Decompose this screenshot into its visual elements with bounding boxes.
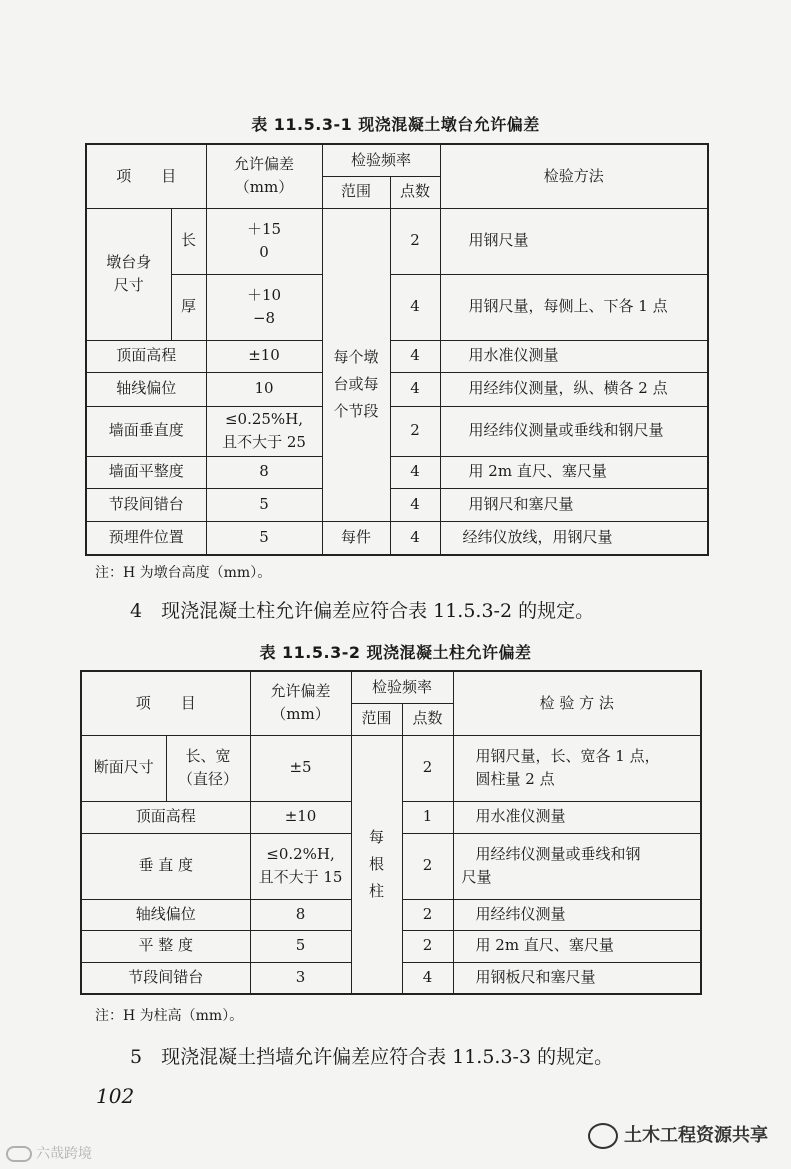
t1-header-tolerance [206, 144, 322, 208]
wechat-icon [588, 1123, 618, 1149]
t2-tol-line2: 且不大于 15 [258, 868, 343, 886]
t1-tolerance [206, 406, 322, 456]
t2-merged-range-char: 根 [369, 854, 385, 873]
t1-method: 用水准仪测量 [440, 340, 708, 372]
t2-header-range: 范围 [351, 703, 402, 735]
table-row [86, 340, 708, 372]
t1-item: 节段间错台 [86, 488, 206, 521]
t2-header-points: 点数 [402, 703, 453, 735]
t1-points: 4 [390, 488, 440, 521]
t2-method [453, 735, 701, 801]
t1-points: 2 [390, 208, 440, 274]
t2-method: 用水准仪测量 [453, 801, 701, 833]
watermark-left-text: 六哉跨境 [36, 1146, 92, 1162]
t1-method: 用钢尺和塞尺量 [440, 488, 708, 521]
t1-tolerance: 8 [206, 456, 322, 488]
t2-points: 2 [402, 735, 453, 801]
table1 [85, 143, 709, 556]
t1-method: 经纬仪放线，用钢尺量 [440, 521, 708, 555]
t1-group-label-line1: 墩台身 [106, 252, 152, 271]
t1-points: 4 [390, 372, 440, 406]
t1-tol-line2: −8 [252, 309, 276, 327]
table-row [86, 372, 708, 406]
t2-header-method: 检 验 方 法 [453, 671, 701, 735]
t1-header-tol-line2: （mm） [234, 178, 294, 197]
t2-header-tol-line2: （mm） [271, 705, 330, 724]
t2-sub-item [166, 735, 250, 801]
t2-header-item: 项 目 [81, 671, 250, 735]
t1-header-method: 检验方法 [440, 144, 708, 208]
t1-tol-line1: ＋15 [246, 219, 282, 238]
t1-tolerance [206, 274, 322, 340]
t2-points: 4 [402, 962, 453, 994]
t1-tolerance: 10 [206, 372, 322, 406]
t1-merged-range-line1: 每个墩 [333, 348, 379, 366]
t2-tolerance: ±5 [250, 735, 351, 801]
t1-sub-item: 长 [171, 208, 206, 274]
table-row [86, 208, 708, 274]
t1-tol-line1: ＋10 [246, 285, 282, 304]
t1-range: 每件 [322, 521, 390, 555]
t1-item: 轴线偏位 [86, 372, 206, 406]
t1-item: 预埋件位置 [86, 521, 206, 555]
t1-method: 用 2m 直尺、塞尺量 [440, 456, 708, 488]
t2-method-line1: 用钢尺量，长、宽各 1 点， [475, 746, 660, 765]
t2-sub-line1: 长、宽 [185, 746, 231, 765]
t1-method: 用钢尺量，每侧上、下各 1 点 [440, 274, 708, 340]
t2-points: 2 [402, 833, 453, 899]
t1-item: 墙面平整度 [86, 456, 206, 488]
t1-item: 顶面高程 [86, 340, 206, 372]
t1-method: 用钢尺量 [440, 208, 708, 274]
t2-item: 轴线偏位 [81, 899, 250, 930]
t1-header-range: 范围 [322, 176, 390, 208]
t1-tolerance: ±10 [206, 340, 322, 372]
table-row [86, 488, 708, 521]
t2-method: 用经纬仪测量 [453, 899, 701, 930]
t2-method-line1: 用经纬仪测量或垂线和钢 [475, 844, 641, 863]
table-row [86, 521, 708, 555]
table2-caption: 表 11.5.3-2 现浇混凝土柱允许偏差 [259, 643, 532, 662]
t1-tolerance [206, 208, 322, 274]
watermark-right-text: 土木工程资源共享 [624, 1125, 768, 1146]
t2-header-frequency: 检验频率 [351, 671, 453, 703]
t2-tolerance [250, 833, 351, 899]
t1-merged-range-line2: 台或每 [333, 375, 379, 393]
table-row [86, 274, 708, 340]
t2-method-line2: 圆柱量 2 点 [475, 770, 555, 788]
t1-group-label-line2: 尺寸 [113, 276, 144, 294]
t2-merged-range-char: 每 [369, 827, 385, 846]
t2-merged-range-char: 柱 [369, 881, 385, 900]
t2-tolerance: 5 [250, 930, 351, 962]
t1-tol-line1: ≤0.25%H, [224, 409, 304, 428]
table2-note: 注：H 为柱高（mm）。 [95, 1008, 244, 1024]
t1-sub-item: 厚 [171, 274, 206, 340]
clause-4: 4 现浇混凝土柱允许偏差应符合表 11.5.3-2 的规定。 [130, 600, 595, 622]
t1-group-label [86, 208, 171, 340]
watermark-left-icon [6, 1146, 32, 1162]
t2-points: 2 [402, 930, 453, 962]
watermark-left [6, 1143, 92, 1163]
t2-method: 用钢板尺和塞尺量 [453, 962, 701, 994]
watermark-right [588, 1121, 768, 1149]
t2-item: 顶面高程 [81, 801, 250, 833]
t1-header-points: 点数 [390, 176, 440, 208]
table1-note: 注：H 为墩台高度（mm）。 [95, 565, 272, 581]
t1-points: 4 [390, 274, 440, 340]
t1-points: 4 [390, 340, 440, 372]
table1-caption: 表 11.5.3-1 现浇混凝土墩台允许偏差 [251, 115, 540, 134]
t1-tol-line2: 且不大于 25 [222, 433, 306, 451]
t1-points: 4 [390, 521, 440, 555]
t2-tol-line1: ≤0.2%H, [266, 844, 335, 863]
t2-tolerance: ±10 [250, 801, 351, 833]
t1-method: 用经纬仪测量，纵、横各 2 点 [440, 372, 708, 406]
t2-item: 平 整 度 [81, 930, 250, 962]
t1-tolerance: 5 [206, 521, 322, 555]
t1-item: 墙面垂直度 [86, 406, 206, 456]
t2-item: 垂 直 度 [81, 833, 250, 899]
t1-method: 用经纬仪测量或垂线和钢尺量 [440, 406, 708, 456]
t2-method [453, 833, 701, 899]
t2-item: 节段间错台 [81, 962, 250, 994]
t1-points: 4 [390, 456, 440, 488]
table-row [86, 456, 708, 488]
t2-sub-line2: （直径） [178, 770, 239, 788]
t2-tolerance: 3 [250, 962, 351, 994]
t2-header-tol-line1: 允许偏差 [270, 682, 331, 700]
t1-tol-line2: 0 [259, 243, 269, 261]
t2-points: 2 [402, 899, 453, 930]
t1-points: 2 [390, 406, 440, 456]
t1-header-tol-line1: 允许偏差 [234, 155, 295, 173]
t2-item: 断面尺寸 [81, 735, 166, 801]
t1-header-item: 项 目 [86, 144, 206, 208]
table2 [80, 670, 702, 995]
t2-header-tolerance [250, 671, 351, 735]
t2-points: 1 [402, 801, 453, 833]
table-row [81, 735, 701, 801]
t1-merged-range [322, 208, 390, 521]
t1-merged-range-line3: 个节段 [333, 402, 379, 420]
table-row [86, 406, 708, 456]
t2-tolerance: 8 [250, 899, 351, 930]
t2-method-line2: 尺量 [461, 868, 492, 886]
t2-method: 用 2m 直尺、塞尺量 [453, 930, 701, 962]
clause-5: 5 现浇混凝土挡墙允许偏差应符合表 11.5.3-3 的规定。 [130, 1046, 614, 1068]
t1-header-frequency: 检验频率 [322, 144, 440, 176]
t1-tolerance: 5 [206, 488, 322, 521]
page-number: 102 [96, 1084, 135, 1108]
t2-merged-range [351, 735, 402, 994]
